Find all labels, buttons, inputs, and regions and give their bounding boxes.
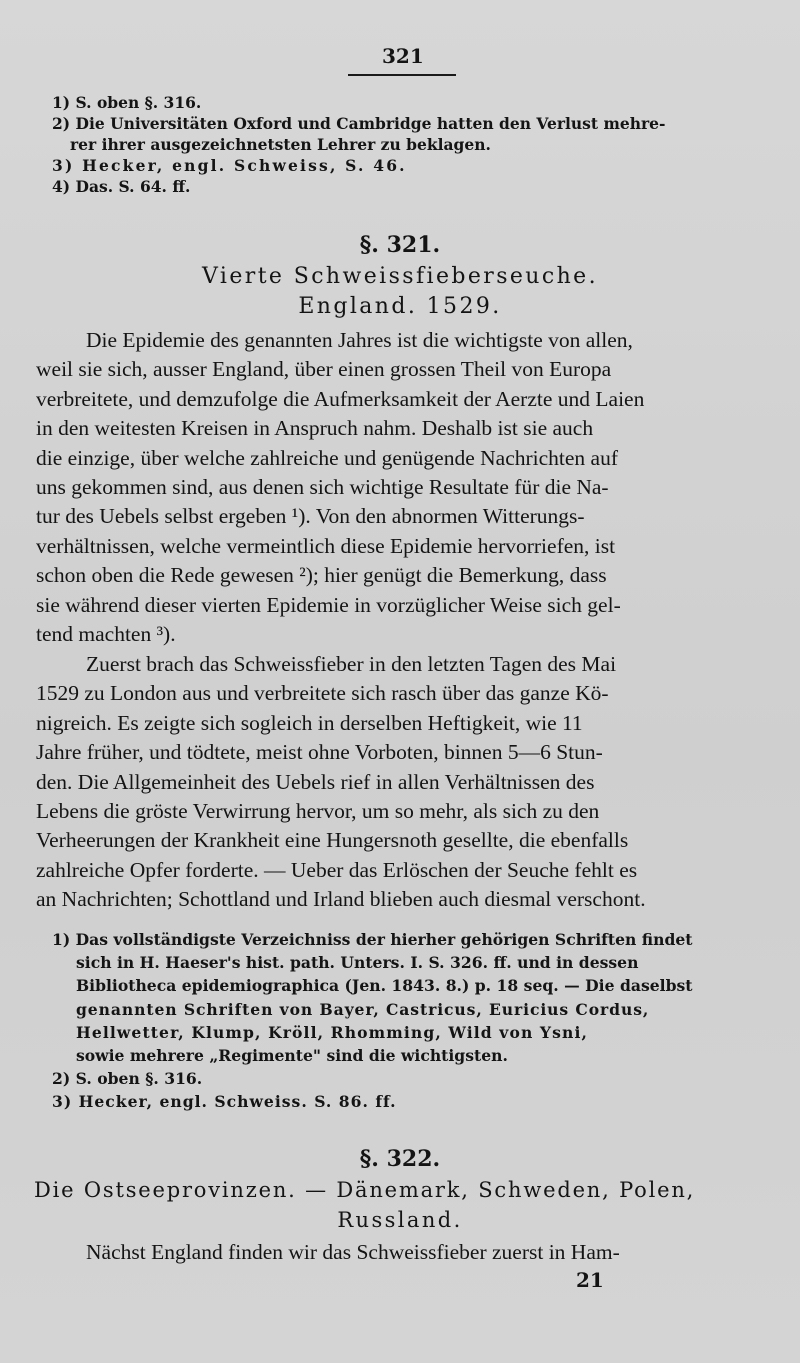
footnote-line: Bibliotheca epidemiographica (Jen. 1843. 8.) p. 18 seq. — Die daselbst	[76, 976, 693, 996]
footnote-line: 2) S. oben §. 316.	[52, 1069, 203, 1089]
text-line: verhältnissen, welche vermeintlich diese Epidemie hervorriefen, ist	[36, 533, 616, 558]
footnote-line: rer ihrer ausgezeichnetsten Lehrer zu beklagen.	[70, 135, 491, 154]
text-line: uns gekommen sind, aus denen sich wichtige Resultate für die Na-	[36, 475, 609, 500]
text-line: schon oben die Rede gewesen ²); hier genügt die Bemerkung, dass	[36, 563, 607, 588]
text-line: an Nachrichten; Schottland und Irland blieben auch diesmal verschont.	[36, 887, 646, 912]
footnote-line: 3) Hecker, engl. Schweiss, S. 46.	[52, 156, 407, 175]
text-line: Zuerst brach das Schweissfieber in den letzten Tagen des Mai	[86, 652, 617, 676]
text-line: die einzige, über welche zahlreiche und genügende Nachrichten auf	[36, 445, 619, 470]
footnote-line: 3) Hecker, engl. Schweiss. S. 86. ff.	[52, 1092, 397, 1112]
text-line: tur des Uebels selbst ergeben ¹). Von den abnormen Witterungs-	[36, 504, 585, 529]
text-line: tend machten ³).	[36, 622, 176, 647]
text-line: Verheerungen der Krankheit eine Hungersnoth gesellte, die ebenfalls	[36, 828, 629, 853]
text-line: Lebens die gröste Verwirrung hervor, um so mehr, als sich zu den	[36, 799, 600, 824]
footnote-line: 1) Das vollständigste Verzeichniss der hierher gehörigen Schriften findet	[52, 930, 693, 949]
footnote-line: 4) Das. S. 64. ff.	[52, 177, 191, 196]
text-line: Jahre früher, und tödtete, meist ohne Vorboten, binnen 5—6 Stun-	[36, 740, 603, 765]
footnote-line: sowie mehrere „Regimente" sind die wichtigsten.	[76, 1046, 508, 1066]
top-footnotes	[52, 92, 772, 197]
paragraph-1	[36, 326, 766, 649]
text-line: weil sie sich, ausser England, über einen grossen Theil von Europa	[36, 357, 612, 382]
paragraph-2	[36, 650, 766, 915]
section-number: §. 321.	[359, 232, 441, 258]
text-line: den. Die Allgemeinheit des Uebels rief in allen Verhältnissen des	[36, 769, 595, 794]
section-title: Russland.	[337, 1208, 463, 1232]
signature-mark: 21	[576, 1268, 604, 1292]
text-line: verbreitete, und demzufolge die Aufmerksamkeit der Aerzte und Laien	[36, 386, 645, 411]
text-line: Die Epidemie des genannten Jahres ist die wichtigste von allen,	[86, 328, 633, 352]
text-line: 1529 zu London aus und verbreitete sich rasch über das ganze Kö-	[36, 681, 609, 706]
text-line: sie während dieser vierten Epidemie in vorzüglicher Weise sich gel-	[36, 592, 621, 617]
section-number: §. 322.	[359, 1146, 441, 1172]
text-line: Nächst England finden wir das Schweissfieber zuerst in Ham-	[86, 1240, 620, 1264]
text-line: zahlreiche Opfer forderte. — Ueber das Erlöschen der Seuche fehlt es	[36, 857, 638, 882]
footnote-line: Hellwetter, Klump, Kröll, Rhomming, Wild von Ysni,	[76, 1022, 589, 1042]
bottom-footnotes	[52, 928, 772, 1114]
footnote-line: 1) S. oben §. 316.	[52, 93, 202, 112]
page-number: 321	[382, 44, 424, 68]
section-title: Die Ostseeprovinzen. — Dänemark, Schweden, Polen,	[34, 1178, 696, 1202]
text-line: in den weitesten Kreisen in Anspruch nahm. Deshalb ist sie auch	[36, 416, 594, 441]
section-subtitle: England. 1529.	[298, 294, 502, 319]
footnote-line: sich in H. Haeser's hist. path. Unters. I. S. 326. ff. und in dessen	[76, 953, 639, 973]
section-title: Vierte Schweissfieberseuche.	[202, 264, 598, 289]
page-number-rule	[348, 74, 456, 76]
footnote-line: genannten Schriften von Bayer, Castricus, Euricius Cordus,	[76, 999, 650, 1019]
footnote-line: 2) Die Universitäten Oxford und Cambridge hatten den Verlust mehre-	[52, 114, 666, 133]
text-line: nigreich. Es zeigte sich sogleich in derselben Heftigkeit, wie 11	[36, 710, 583, 735]
